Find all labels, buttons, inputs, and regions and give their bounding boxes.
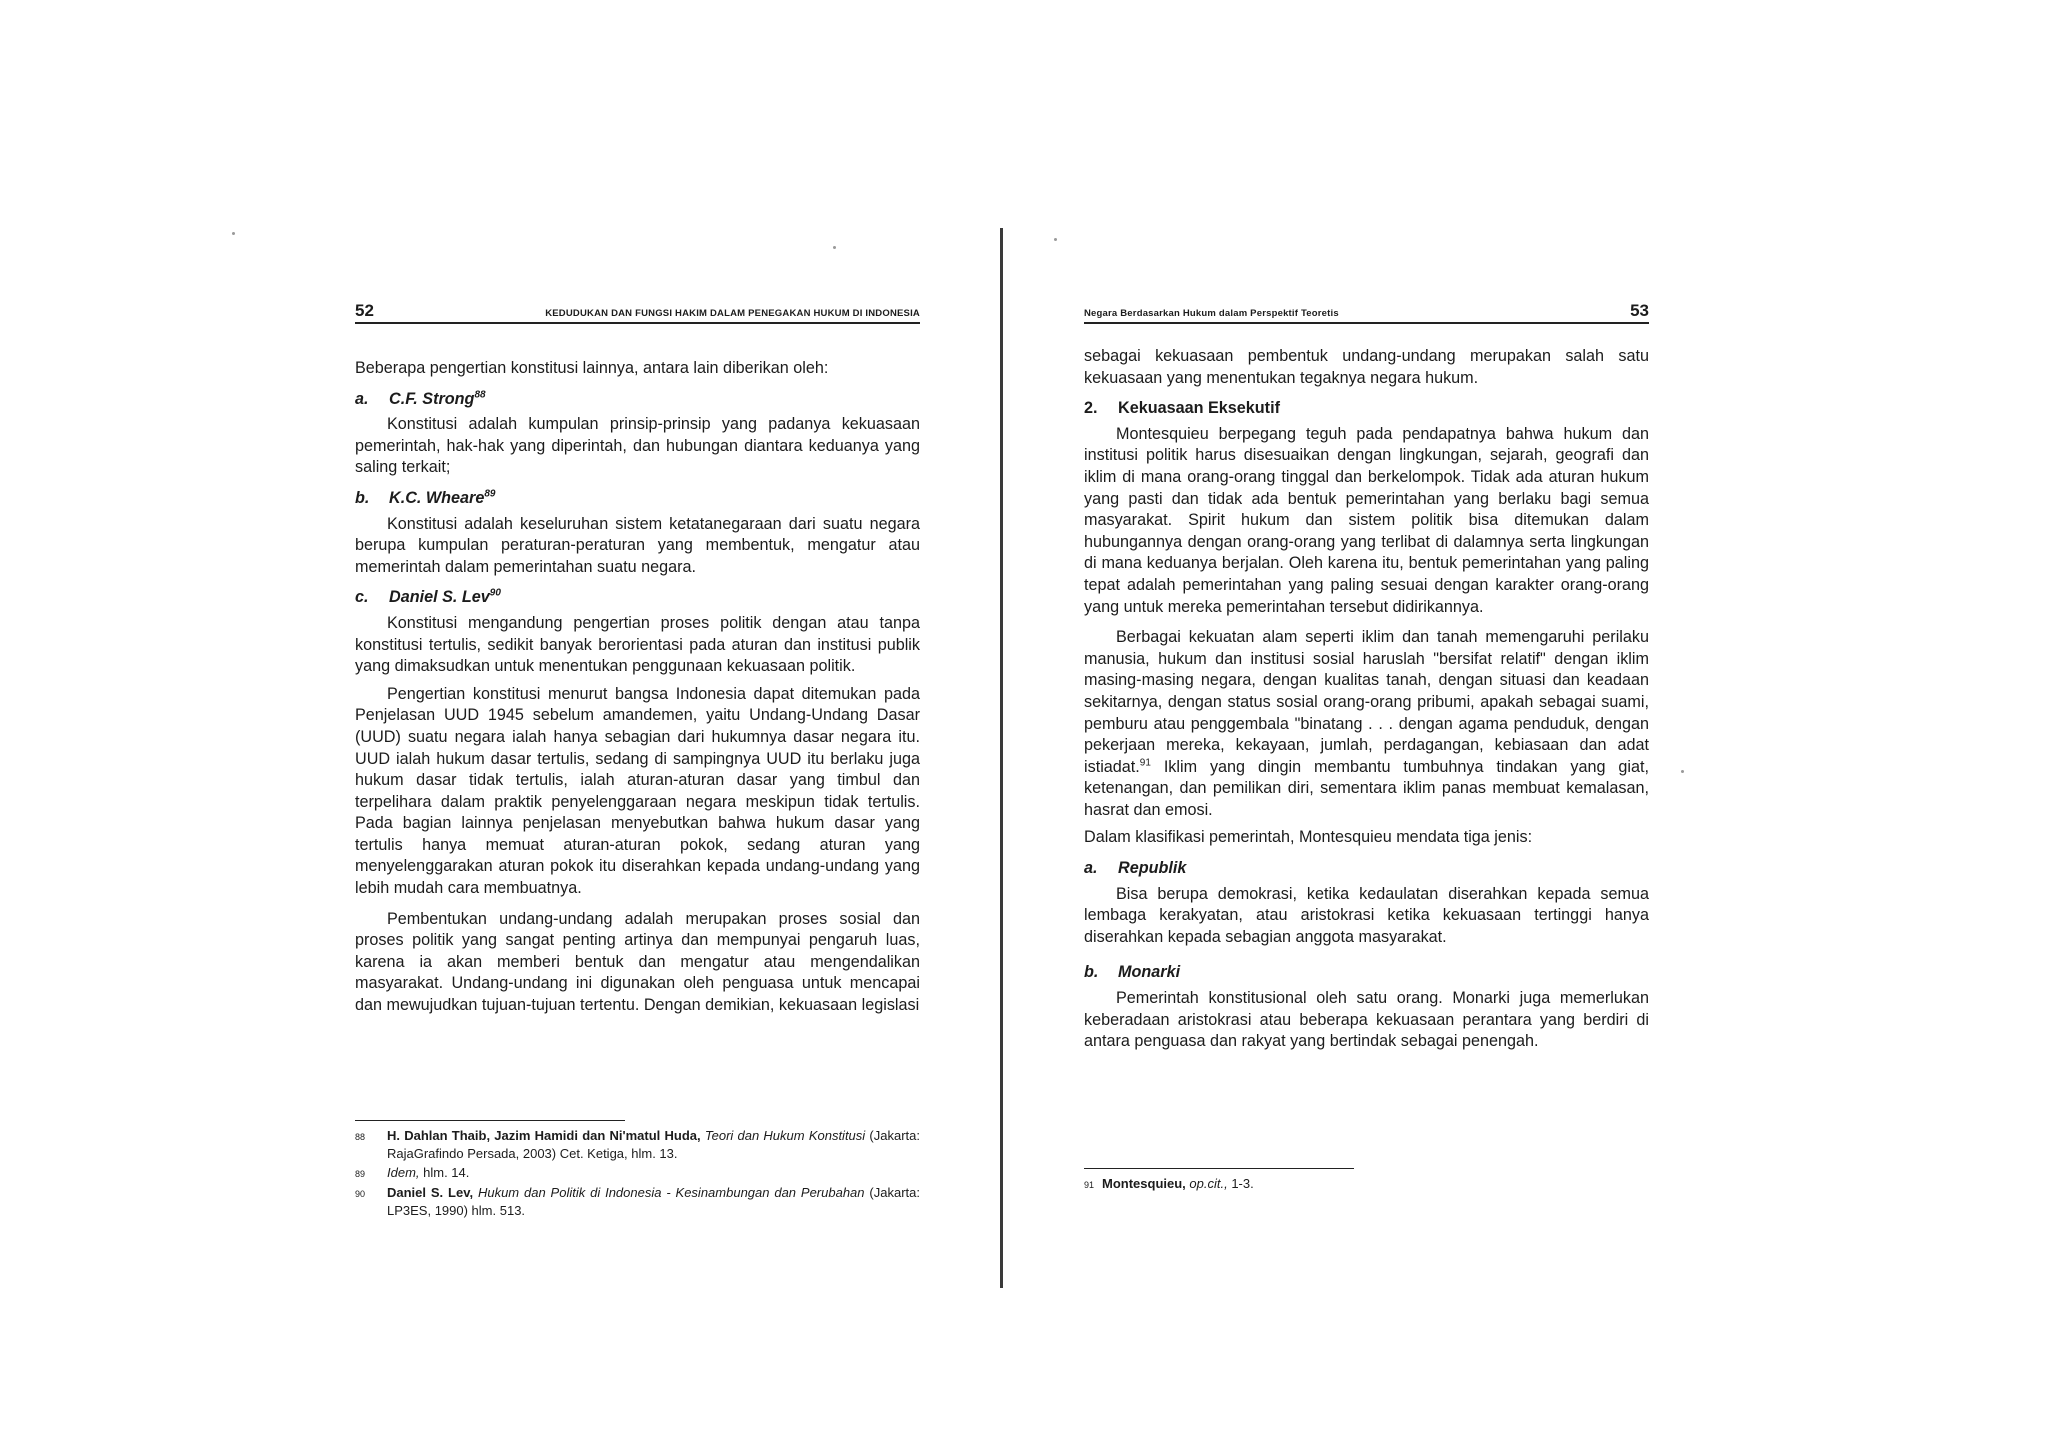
running-head (355, 300, 920, 324)
author-name: C.F. Strong (389, 389, 475, 408)
footnote-rest: (Jakarta: LP3ES, 1990) hlm. 513. (387, 1185, 920, 1218)
type-name: Monarki (1118, 963, 1181, 982)
list-letter: c. (355, 588, 369, 607)
definition-text: Konstitusi adalah keseluruhan sistem ketatanegaraan dari suatu negara berupa kumpulan peraturan-peraturan yang membentuk, mengatur atau memerintah dalam pemerintahan suatu negara. (355, 514, 920, 576)
section-number: 2. (1084, 399, 1098, 418)
footnote-mark: 90 (355, 1189, 366, 1199)
footnote-title: op.cit., (1189, 1176, 1228, 1191)
page-number: 52 (355, 301, 374, 320)
footnote (355, 1184, 920, 1220)
right-body-text (1084, 346, 1649, 1062)
list-letter: b. (355, 488, 370, 507)
footnote-authors: H. Dahlan Thaib, Jazim Hamidi dan Ni'matul Huda, (387, 1128, 701, 1143)
type-heading (1084, 858, 1649, 880)
scan-speck (232, 232, 235, 235)
body-paragraph: Pembentukan undang-undang adalah merupakan proses sosial dan proses politik yang sangat penting artinya dan mempunyai pengaruh luas, karena ia akan memberi bentuk dan mengatur atau mengendalikan masyarakat. Undang-undang ini digunakan oleh penguasa untuk mencapai dan mewujudkan tujuan-tujuan tertentu. Dengan demikian, kekuasaan legislasi (355, 909, 920, 1015)
footnote (355, 1164, 920, 1183)
running-head-title: KEDUDUKAN DAN FUNGSI HAKIM DALAM PENEGAKAN HUKUM DI INDONESIA (545, 308, 920, 319)
footnote (355, 1127, 920, 1163)
footnote-rest: hlm. 14. (423, 1165, 470, 1180)
author-name: Daniel S. Lev (389, 588, 490, 607)
footnote-authors: Montesquieu, (1102, 1176, 1186, 1191)
page-number: 53 (1630, 301, 1649, 320)
body-paragraph (1084, 627, 1649, 821)
footnote-rest: (Jakarta: RajaGrafindo Persada, 2003) Cet. Ketiga, hlm. 13. (387, 1128, 920, 1161)
intro-paragraph: Beberapa pengertian konstitusi lainnya, antara lain diberikan oleh: (355, 359, 829, 377)
footnote-authors: Daniel S. Lev, (387, 1185, 474, 1200)
section-heading (1084, 398, 1649, 420)
definition-heading (355, 587, 920, 609)
list-letter: a. (1084, 859, 1098, 878)
footnote-rule (1084, 1168, 1354, 1169)
footnote-title: Hukum dan Politik di Indonesia - Kesinambungan dan Perubahan (477, 1185, 865, 1200)
type-heading (1084, 962, 1649, 984)
paragraph-part: Iklim yang dingin membantu tumbuhnya tindakan yang giat, ketenangan, dan pemilikan diri, sementara iklim panas membuat kemalasan, hasrat dan emosi. (1084, 757, 1650, 819)
definition-text: Konstitusi adalah kumpulan prinsip-prinsip yang padanya kekuasaan pemerintah, hak-hak yang diperintah, dan hubungan diantara keduanya yang saling terkait; (355, 415, 920, 477)
footnote-title: Idem, (387, 1165, 420, 1180)
definition-heading (355, 488, 920, 510)
footnote-mark: 91 (1084, 1180, 1095, 1190)
running-head (1084, 300, 1649, 324)
footnote-mark: 88 (355, 1132, 366, 1142)
definition-heading (355, 389, 920, 411)
paragraph-part: Berbagai kekuatan alam seperti iklim dan tanah memengaruhi perilaku manusia, hukum dan institusi sosial haruslah "bersifat relatif" dengan iklim masing-masing negara, dengan kualitas tanah, dengan situasi dan keadaan sekitarnya, dengan status sosial orang-orang pribumi, apakah sebagai suami, pemburu atau penggembala "binatang . . . dengan agama penduduk, dengan pekerjaan mereka, kekayaan, jumlah, perdagangan, kebiasaan dan adat istiadat. (1084, 628, 1649, 776)
list-letter: a. (355, 389, 369, 408)
footnote-ref: 91 (1139, 757, 1151, 769)
section-title: Kekuasaan Eksekutif (1118, 399, 1280, 418)
type-text: Bisa berupa demokrasi, ketika kedaulatan diserahkan kepada semua lembaga kerakyatan, atau aristokrasi ketika kekuasaan tertinggi hanya diserahkan kepada sebagian anggota masyarakat. (1084, 884, 1649, 946)
body-paragraph: Montesquieu berpegang teguh pada pendapatnya bahwa hukum dan institusi politik harus disesuaikan dengan lingkungan, sejarah, geografi dan iklim di mana orang-orang tinggal dan berkelompok. Tidak ada aturan hukum yang pasti dan tidak ada bentuk pemerintahan yang berlaku bagi semua masyarakat. Spirit hukum dan sistem politik bisa ditemukan dalam hubungannya dengan orang-orang yang terlibat di dalamnya serta lingkungan di mana keduanya berjalan. Oleh karena itu, bentuk pemerintahan yang paling tepat adalah pemerintahan yang paling sesuai dengan karakter orang-orang yang untuk mereka pemerintahan tersebut didirikannya. (1084, 424, 1649, 616)
footnote-rule (355, 1120, 625, 1121)
definition-text: Konstitusi mengandung pengertian proses politik dengan atau tanpa konstitusi tertulis, sedikit banyak berorientasi pada aturan dan institusi publik yang dimaksudkan untuk menentukan penggunaan kekuasaan politik. (355, 613, 920, 676)
type-text: Pemerintah konstitusional oleh satu orang. Monarki juga memerlukan keberadaan aristokrasi atau beberapa kekuasaan perantara yang berdiri di antara penguasa dan rakyat yang bertindak sebagai penengah. (1084, 989, 1649, 1051)
body-paragraph: Pengertian konstitusi menurut bangsa Indonesia dapat ditemukan pada Penjelasan UUD 1945 sebelum amandemen, yaitu Undang-Undang Dasar (UUD) suatu negara ialah hanya sebagian dari hukumnya dasar negara itu. UUD ialah hukum dasar tertulis, sedang di sampingnya UUD itu berlaku juga hukum dasar tidak tertulis, ialah aturan-aturan dasar yang timbul dan terpelihara dalam praktik penyelenggaraan negara meskipun tidak tertulis. Pada bagian lainnya penjelasan menyebutkan bahwa hukum dasar yang tertulis hanya memuat aturan-aturan pokok, sedang aturan yang menyelenggarakan aturan pokok itu diserahkan kepada undang-undang yang lebih mudah cara membuatnya. (355, 684, 920, 898)
footnote (1084, 1175, 1649, 1194)
footnote-ref: 89 (484, 488, 496, 500)
classification-intro: Dalam klasifikasi pemerintah, Montesquieu mendata tiga jenis: (1084, 828, 1533, 847)
footnotes (1084, 1168, 1649, 1195)
running-head-title: Negara Berdasarkan Hukum dalam Perspektif Teoretis (1084, 308, 1339, 319)
footnote-mark: 89 (355, 1169, 366, 1179)
footnote-ref: 88 (474, 389, 486, 401)
scan-speck (833, 246, 836, 249)
body-paragraph: sebagai kekuasaan pembentuk undang-undang merupakan salah satu kekuasaan yang menentukan tegaknya negara hukum. (1084, 347, 1649, 387)
scan-speck (1054, 238, 1057, 241)
book-spine (1000, 228, 1003, 1288)
author-name: K.C. Wheare (389, 488, 485, 507)
footnote-ref: 90 (489, 587, 501, 599)
footnotes (355, 1120, 920, 1221)
scan-speck (1681, 770, 1684, 773)
footnote-rest: 1-3. (1231, 1176, 1254, 1191)
list-letter: b. (1084, 963, 1099, 982)
left-body-text (355, 358, 920, 1026)
type-name: Republik (1118, 859, 1187, 878)
footnote-title: Teori dan Hukum Konstitusi (704, 1128, 866, 1143)
